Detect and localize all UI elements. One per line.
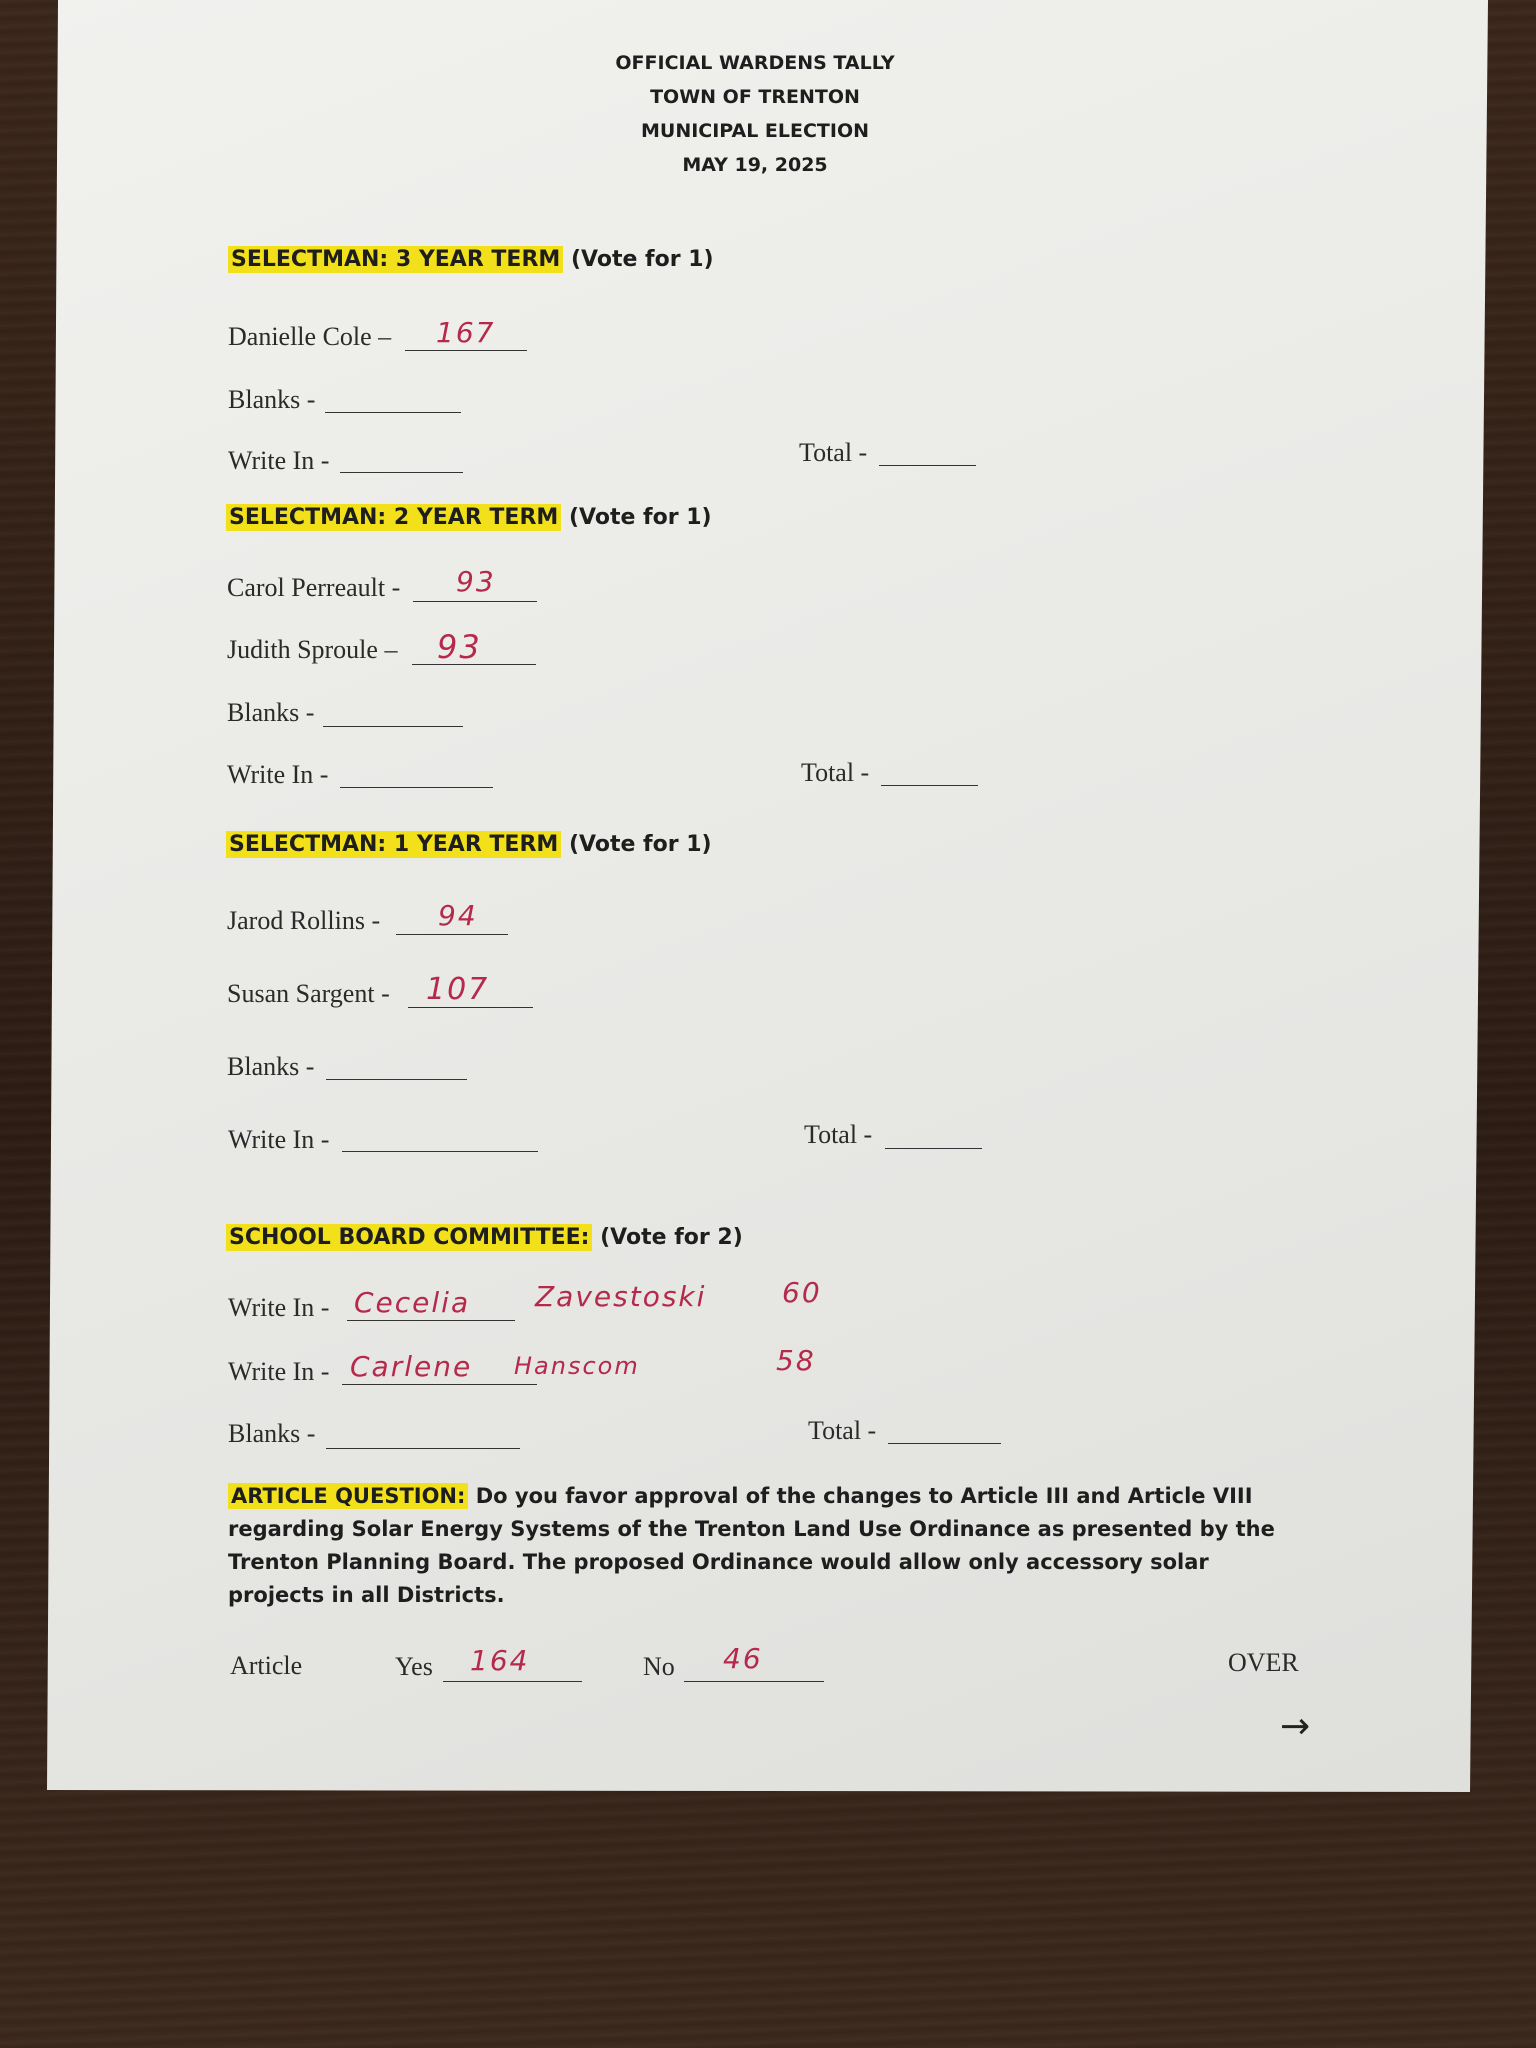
tally-value: 60	[782, 1276, 822, 1309]
over-label: OVER	[1228, 1648, 1299, 1677]
right-arrow-icon: →	[1280, 1706, 1311, 1747]
section-school-board	[226, 1225, 743, 1250]
writein-label: Write In -	[227, 760, 329, 789]
writein-name: Zavestoski	[535, 1280, 707, 1313]
writein-label: Write In -	[228, 1125, 330, 1154]
total-label: Total -	[801, 758, 870, 787]
tally-value: 94	[438, 899, 478, 932]
no-value: 46	[723, 1642, 763, 1675]
candidate-label: Susan Sargent -	[227, 979, 390, 1008]
vote-instruction: (Vote for 2)	[600, 1225, 743, 1250]
election-date: MAY 19, 2025	[682, 154, 828, 176]
blanks-label: Blanks -	[227, 1052, 315, 1081]
blanks-label: Blanks -	[227, 698, 315, 727]
total-label: Total -	[808, 1416, 877, 1445]
section-title: SELECTMAN: 1 YEAR TERM	[226, 831, 561, 858]
writein-line	[340, 787, 493, 788]
total-line	[881, 785, 978, 786]
tally-value: 107	[426, 972, 490, 1007]
blanks-line	[323, 726, 463, 727]
blanks-label: Blanks -	[228, 385, 316, 414]
town-name: TOWN OF TRENTON	[650, 86, 860, 108]
tally-line	[413, 601, 537, 602]
article-text: Do you favor approval of the changes to Article III and Article VIII regarding Solar Energy Systems of the Trenton Land Use Ordinance as presented by the Trenton Planning Board. The proposed Ordinance would allow only accessory solar projects in all Districts.	[228, 1484, 1275, 1607]
section-selectman-2yr	[226, 505, 712, 530]
total-line	[885, 1148, 982, 1149]
no-line	[684, 1681, 824, 1682]
election-name: MUNICIPAL ELECTION	[640, 120, 870, 142]
sheet-title: OFFICIAL WARDENS TALLY	[615, 52, 895, 74]
writein-line	[342, 1151, 538, 1152]
writein-line	[347, 1320, 515, 1321]
candidate-label: Judith Sproule –	[227, 635, 398, 664]
vote-instruction: (Vote for 1)	[568, 832, 712, 857]
yes-value: 164	[470, 1644, 530, 1677]
section-selectman-3yr	[228, 247, 714, 272]
tally-value: 167	[436, 316, 496, 349]
blanks-line	[325, 412, 461, 413]
candidate-label: Carol Perreault -	[227, 573, 401, 602]
total-label: Total -	[799, 438, 868, 467]
writein-label: Write In -	[228, 1357, 330, 1386]
article-row-label: Article	[230, 1651, 303, 1680]
candidate-label: Jarod Rollins -	[227, 906, 381, 935]
article-title: ARTICLE QUESTION:	[228, 1483, 468, 1509]
writein-label: Write In -	[228, 1293, 330, 1322]
article-question	[228, 1480, 1308, 1612]
blanks-line	[326, 1079, 467, 1080]
tally-value: 93	[456, 565, 496, 598]
tally-line	[405, 350, 527, 351]
vote-instruction: (Vote for 1)	[570, 247, 714, 272]
section-title: SCHOOL BOARD COMMITTEE:	[226, 1224, 592, 1251]
writein-label: Write In -	[228, 446, 330, 475]
tally-line	[396, 934, 508, 935]
section-title: SELECTMAN: 2 YEAR TERM	[226, 504, 561, 531]
writein-line	[340, 472, 463, 473]
writein-name: Carlene	[350, 1350, 473, 1383]
tally-value: 93	[437, 628, 482, 666]
total-label: Total -	[804, 1120, 873, 1149]
section-selectman-1yr	[226, 832, 712, 857]
writein-name: Cecelia	[354, 1286, 471, 1319]
total-line	[879, 465, 976, 466]
tally-value: 58	[776, 1344, 816, 1377]
no-label: No	[643, 1652, 675, 1681]
blanks-label: Blanks -	[228, 1419, 316, 1448]
writein-line	[342, 1384, 537, 1385]
writein-name: Hanscom	[514, 1352, 640, 1380]
total-line	[888, 1443, 1001, 1444]
section-title: SELECTMAN: 3 YEAR TERM	[228, 246, 563, 273]
candidate-label: Danielle Cole –	[228, 322, 392, 351]
yes-label: Yes	[395, 1652, 433, 1681]
blanks-line	[326, 1448, 520, 1449]
tally-line	[408, 1007, 533, 1008]
yes-line	[443, 1681, 582, 1682]
vote-instruction: (Vote for 1)	[568, 505, 712, 530]
